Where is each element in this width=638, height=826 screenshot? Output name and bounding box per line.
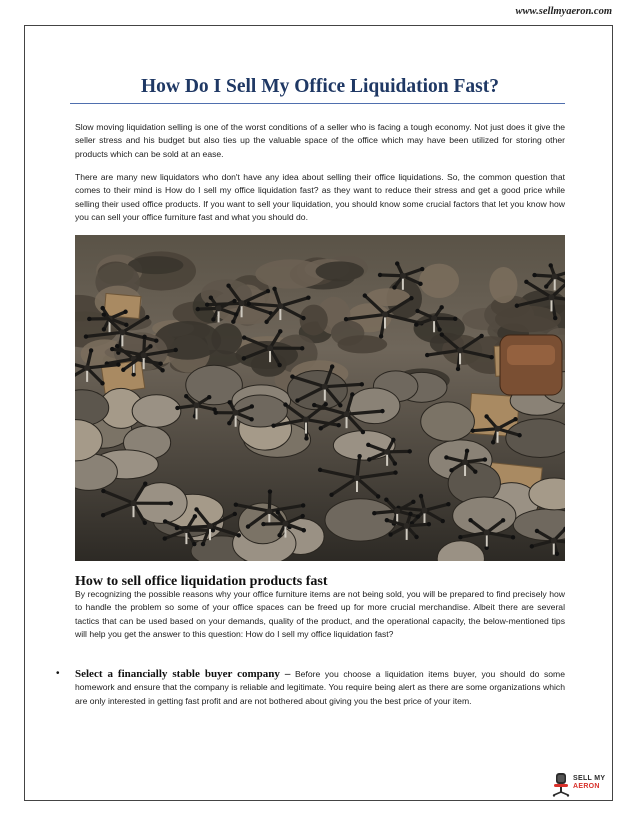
page-title: How Do I Sell My Office Liquidation Fast? <box>140 76 500 97</box>
bullet-marker: • <box>56 668 60 679</box>
title-underline <box>70 103 565 104</box>
section-heading: How to sell office liquidation products fast <box>75 574 328 589</box>
bullet-lead: Select a financially stable buyer company – <box>75 668 291 680</box>
logo-text-sell-my: SELL MY <box>573 775 606 782</box>
office-chairs-photo <box>75 235 565 561</box>
intro-paragraph-1: Slow moving liquidation selling is one of the worst conditions of a seller who is facing a tough economy. Not just does it give the seller stress and his budget but also ties up the valuable space of the office which may have been utilized for storing other products which can be sold at an ease. <box>75 122 565 159</box>
sellmyaeron-logo <box>551 770 611 798</box>
bullet-item-1 <box>75 668 565 708</box>
site-url: www.sellmyaeron.com <box>515 6 612 17</box>
intro-paragraph-2: There are many new liquidators who don't have any idea about selling their office liquidations. So, the common question that comes to their mind is How do I sell my office liquidation fast? as they want to reduce their stress and get a good price while selling their used office products. If you want to sell your liquidation, you should know some crucial factors that let you know how you can sell your office furniture fast and what you should do. <box>75 172 565 223</box>
office-chair-icon <box>551 771 571 797</box>
bullet-text: Before you choose a liquidation items buyer, you should do some homework and ensure that the company is reliable and legitimate. You require being alert as there are some organizations which are only interested in getting fast profit and are not bothered about giving you the best price of your item. <box>75 669 565 706</box>
logo-text-aeron: AERON <box>573 783 600 790</box>
section-paragraph: By recognizing the possible reasons why your office furniture items are not being sold, you will be prepared to find precisely how to handle the problem so some of your office spaces can be freed up for more crucial merchandise. Albeit there are several tactics that can be used based on your demands, quality of the product, and the operational capacity, the below-mentioned tips will help you get the answer to this question: How do I sell my office liquidation fast? <box>75 589 565 640</box>
